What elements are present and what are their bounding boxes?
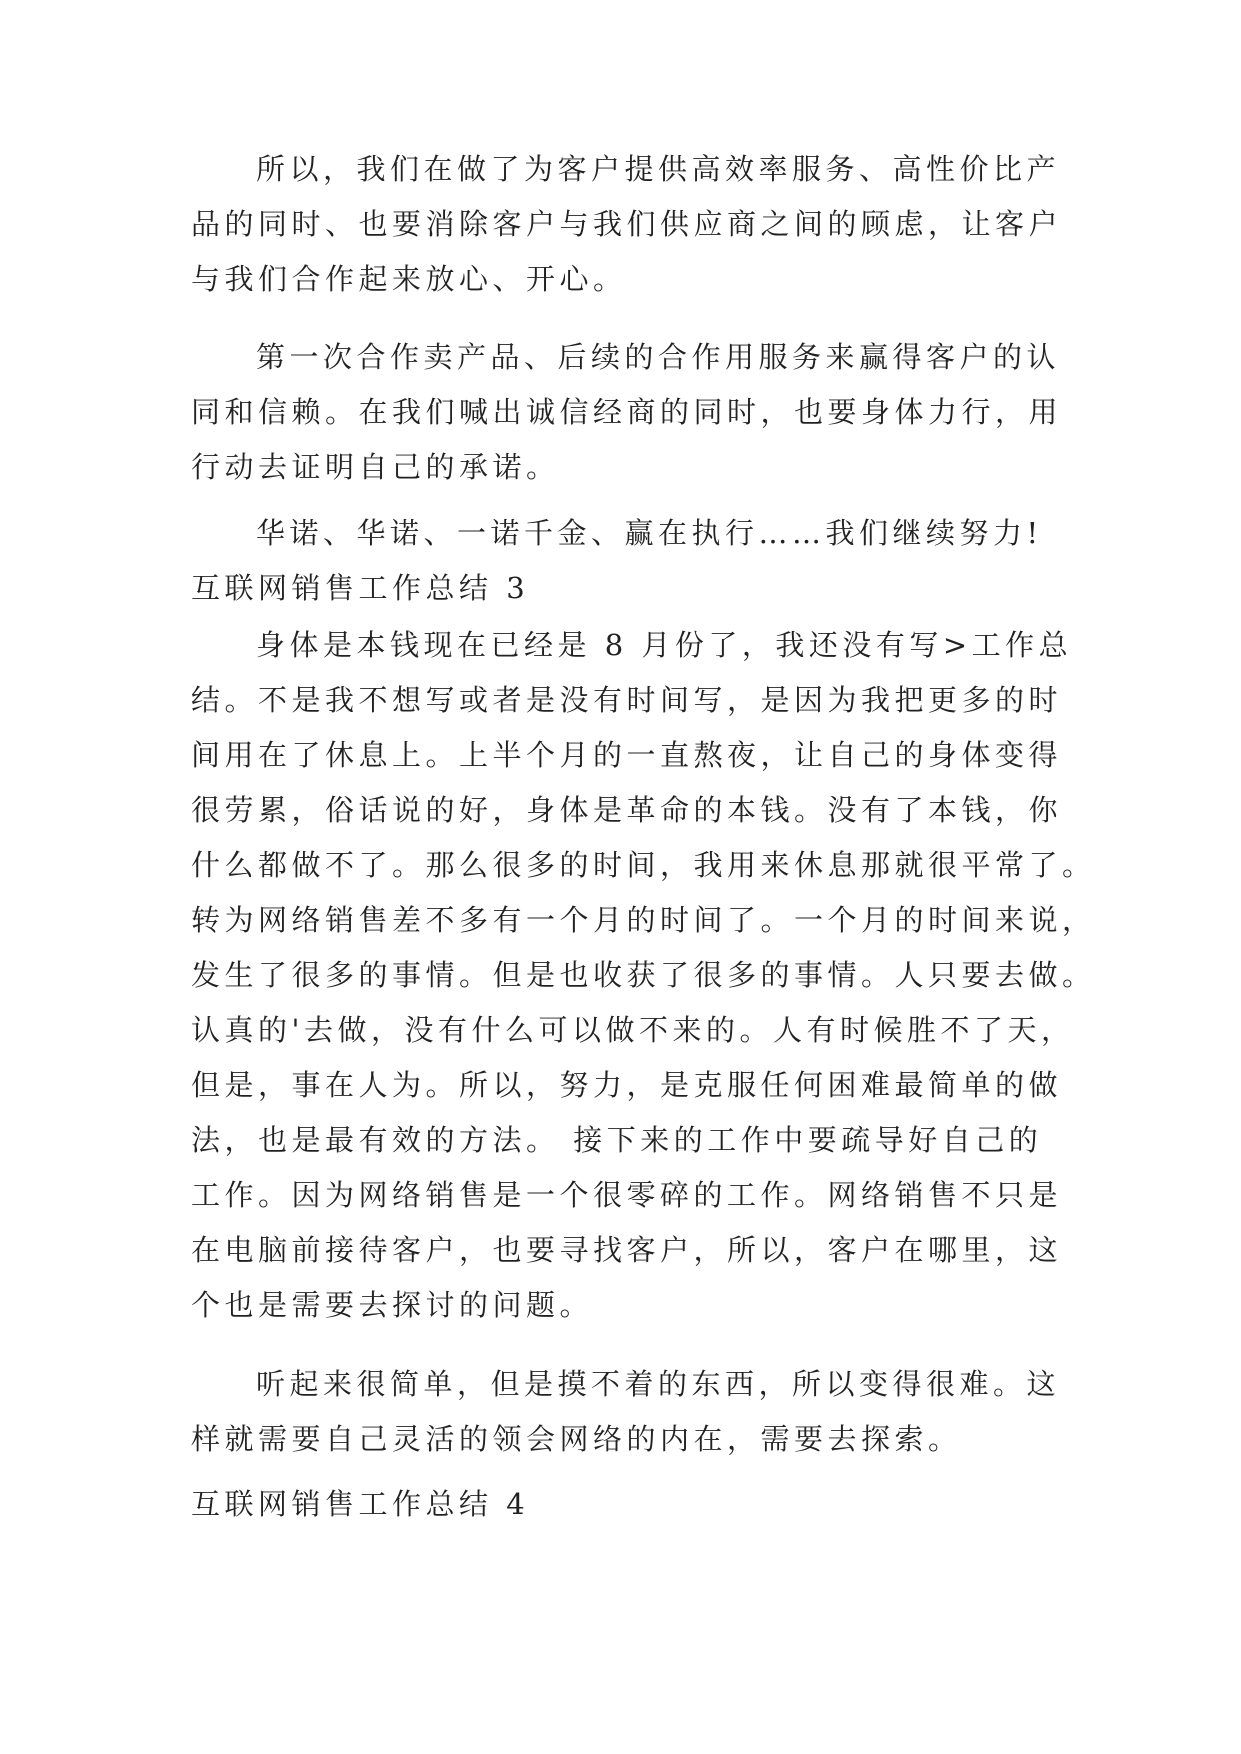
paragraph-line: 转为网络销售差不多有一个月的时间了。一个月的时间来说， xyxy=(191,903,1096,937)
paragraph-line: 在电脑前接待客户，也要寻找客户，所以，客户在哪里，这 xyxy=(191,1233,1063,1267)
paragraph-line: 但是，事在人为。所以，努力，是克服任何困难最简单的做 xyxy=(191,1068,1063,1102)
paragraph-line: 什么都做不了。那么很多的时间，我用来休息那就很平常了。 xyxy=(191,848,1096,882)
paragraph-line: 所以，我们在做了为客户提供高效率服务、高性价比产 xyxy=(256,152,1061,186)
section-heading: 互联网销售工作总结 4 xyxy=(191,1487,530,1521)
paragraph-line: 发生了很多的事情。但是也收获了很多的事情。人只要去做。 xyxy=(191,958,1096,992)
paragraph-line: 很劳累，俗话说的好，身体是革命的本钱。没有了本钱，你 xyxy=(191,793,1063,827)
paragraph-line: 认真的'去做，没有什么可以做不来的。人有时候胜不了天， xyxy=(191,1013,1075,1047)
paragraph-line: 个也是需要去探讨的问题。 xyxy=(191,1288,594,1322)
paragraph-line: 行动去证明自己的承诺。 xyxy=(191,450,560,484)
paragraph-line: 样就需要自己灵活的领会网络的内在，需要去探索。 xyxy=(191,1422,962,1456)
paragraph-line: 第一次合作卖产品、后续的合作用服务来赢得客户的认 xyxy=(256,340,1061,374)
paragraph-line: 工作。因为网络销售是一个很零碎的工作。网络销售不只是 xyxy=(191,1178,1063,1212)
paragraph-line: 身体是本钱现在已经是 8 月份了，我还没有写>工作总 xyxy=(256,628,1073,662)
paragraph-line: 品的同时、也要消除客户与我们供应商之间的顾虑，让客户 xyxy=(191,207,1063,241)
paragraph-line: 结。不是我不想写或者是没有时间写，是因为我把更多的时 xyxy=(191,683,1063,717)
paragraph-line: 听起来很简单，但是摸不着的东西，所以变得很难。这 xyxy=(256,1367,1061,1401)
paragraph-line: 同和信赖。在我们喊出诚信经商的同时，也要身体力行，用 xyxy=(191,395,1063,429)
paragraph-line: 华诺、华诺、一诺千金、赢在执行……我们继续努力! xyxy=(256,516,1043,550)
section-heading: 互联网销售工作总结 3 xyxy=(191,571,530,605)
paragraph-line: 法，也是最有效的方法。 接下来的工作中要疏导好自己的 xyxy=(191,1123,1043,1157)
paragraph-line: 与我们合作起来放心、开心。 xyxy=(191,262,627,296)
paragraph-line: 间用在了休息上。上半个月的一直熬夜，让自己的身体变得 xyxy=(191,738,1063,772)
